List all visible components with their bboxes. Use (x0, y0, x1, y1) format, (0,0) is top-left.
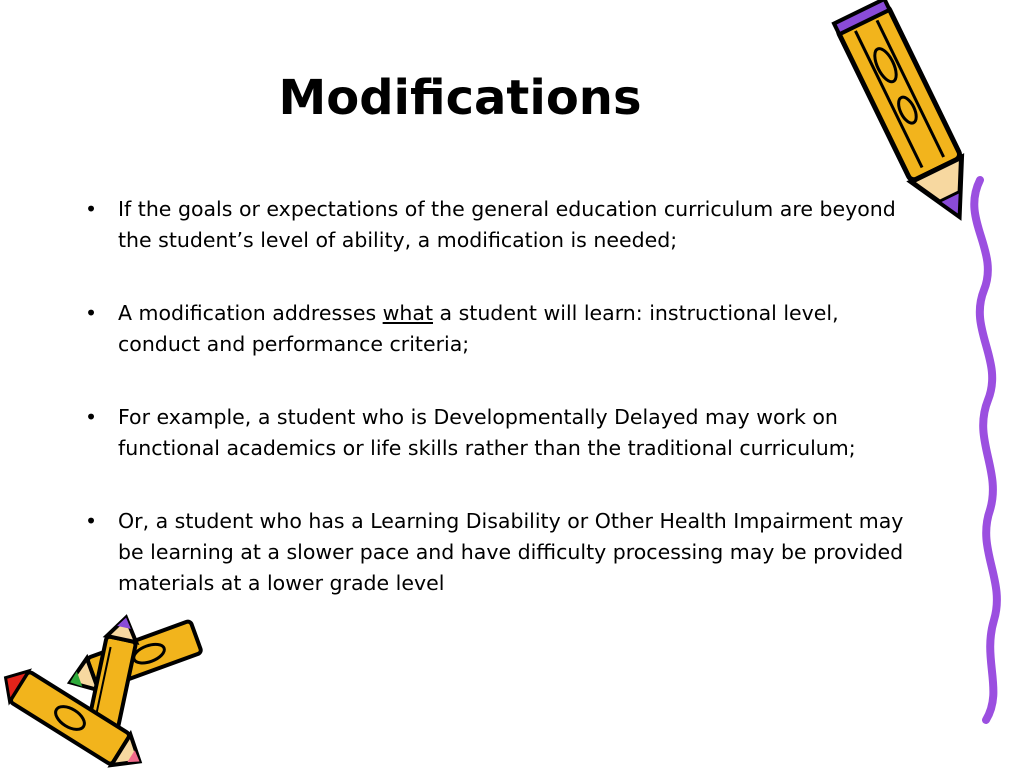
bullet-text-before: A modification addresses (118, 301, 383, 325)
bullet-item (85, 298, 918, 360)
squiggle-line-icon (940, 180, 1024, 740)
bullet-text-after: a student will learn: instructional level, conduct and performance criteria; (118, 301, 839, 356)
bullet-text: Or, a student who has a Learning Disability or Other Health Impairment may be learning at a slower pace and have difficulty processing may be provided materials at a lower grade level (118, 509, 904, 595)
bullet-item (85, 506, 918, 599)
bullet-item (85, 194, 918, 256)
slide-title: Modifications (278, 70, 642, 126)
bullet-dot: • (85, 509, 98, 533)
bullet-item (85, 402, 918, 464)
bullet-dot: • (85, 197, 98, 221)
bullet-dot: • (85, 301, 98, 325)
bullet-emphasis: what (382, 301, 433, 325)
bullet-list (85, 194, 918, 641)
bullet-dot: • (85, 405, 98, 429)
bullet-text: For example, a student who is Developmentally Delayed may work on functional academics or life skills rather than the traditional curriculum; (118, 405, 856, 460)
bullet-text: If the goals or expectations of the general education curriculum are beyond the student’s level of ability, a modification is needed; (118, 197, 896, 252)
